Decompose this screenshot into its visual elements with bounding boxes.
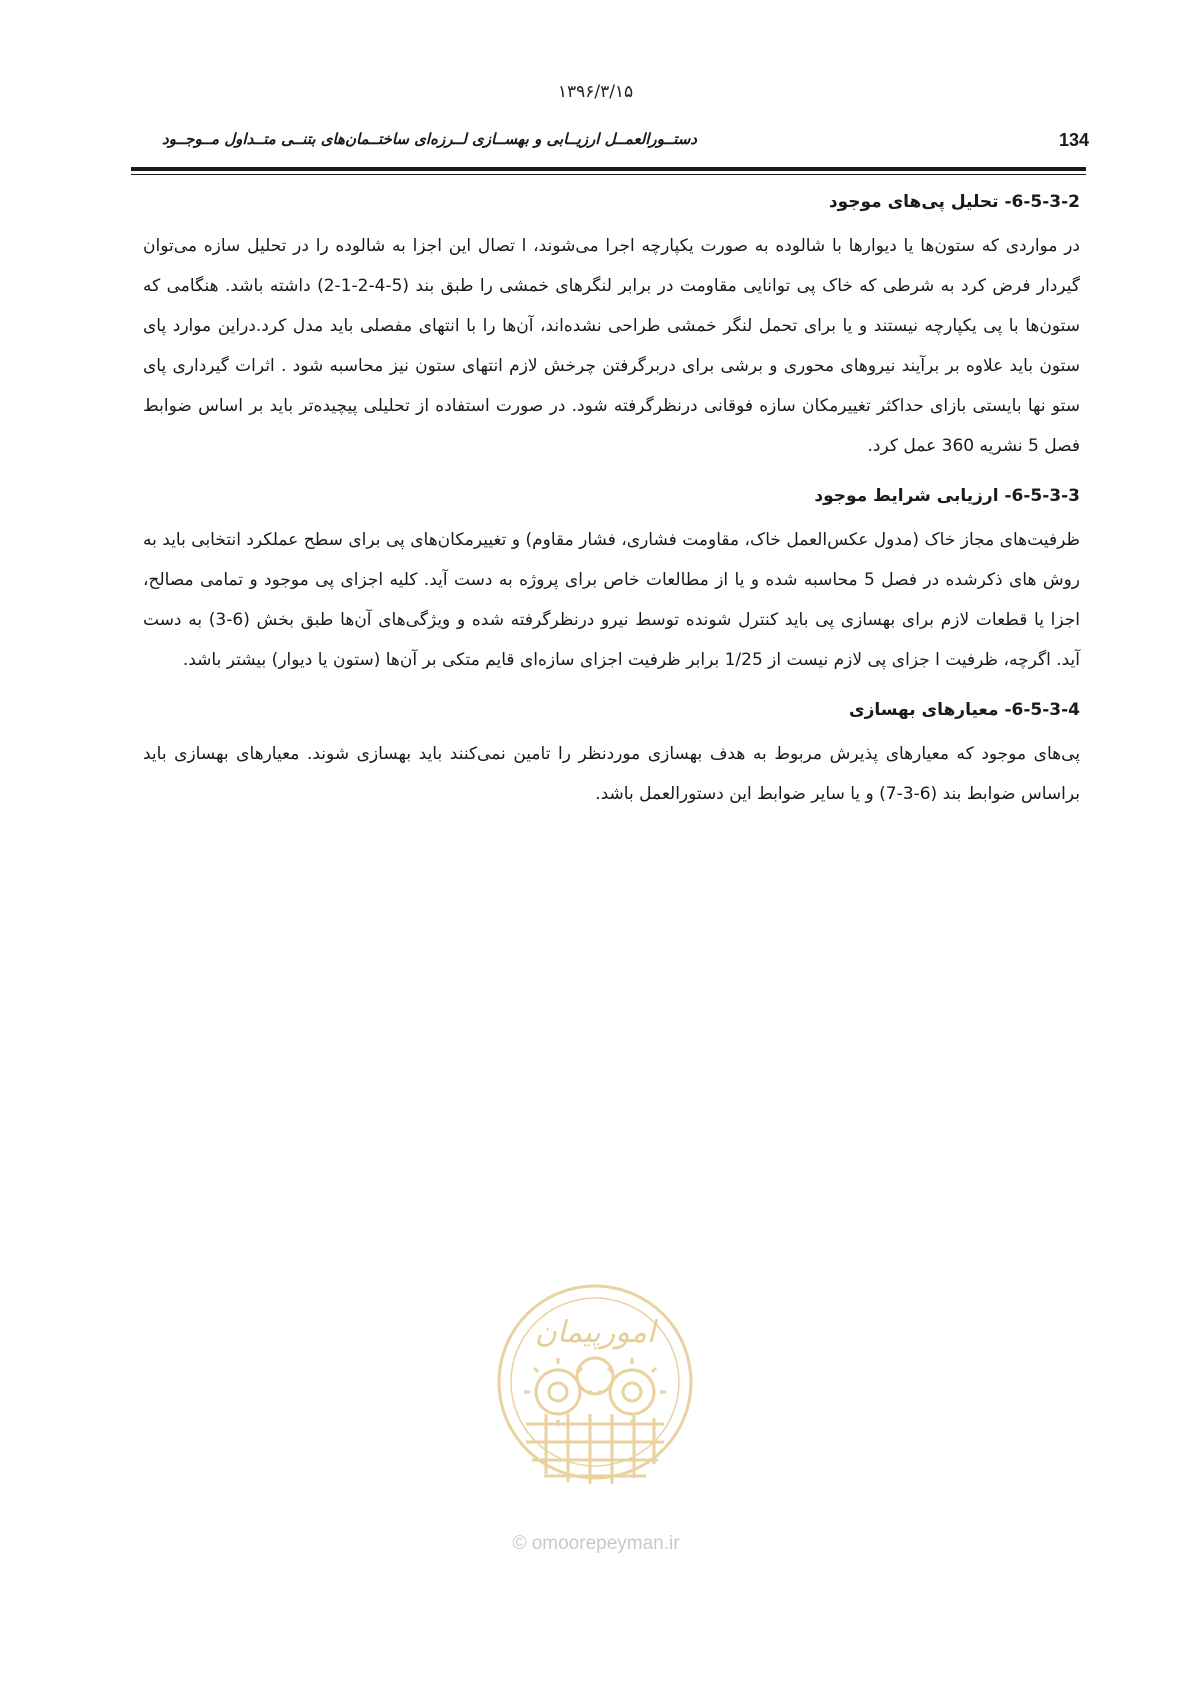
section-foundation-analysis: [143, 186, 1080, 466]
page-header: [131, 128, 1090, 164]
watermark-url-text: omoorepeyman.ir: [531, 1533, 680, 1554]
section-retrofit-criteria: [143, 694, 1080, 814]
section-heading: 6-5-3-2- تحلیل پی‌های موجود: [828, 192, 1080, 212]
section-existing-conditions: [143, 480, 1080, 680]
watermark-logo: [486, 1264, 704, 1524]
page-date: ۱۳۹۶/۳/۱۵: [557, 82, 634, 102]
section-heading: 6-5-3-3- ارزیابی شرایط موجود: [814, 486, 1080, 506]
document-body: [143, 186, 1080, 828]
running-title: دستــورالعمــل ارزیــابی و بهســازی لــرزه‌ای ساختــمان‌های بتنــی متــداول مــوجــود: [161, 130, 697, 148]
copyright-icon: ©: [512, 1533, 527, 1554]
header-rule-thick: [131, 167, 1086, 171]
section-paragraph: پی‌های موجود که معیارهای پذیرش مربوط به هدف بهسازی موردنظر را تامین نمی‌کنند باید بهسازی شوند. معیارهای بهسازی باید براساس ضوابط بند (6-3-7) و یا سایر ضوابط این دستورالعمل باشد.: [143, 744, 1080, 804]
watermark-seal-icon: [486, 1264, 704, 1524]
section-paragraph: ظرفیت‌های مجاز خاک (مدول عکس‌العمل خاک، مقاومت فشاری، فشار مقاوم) و تغییرمکان‌های پی برای سطح عملکرد انتخابی باید به روش های ذکرشده در فصل 5 محاسبه شده و یا از مطالعات خاص برای پروژه به دست آید. کلیه اجزای پی موجود و تمامی مصالح، اجزا یا قطعات لازم برای بهسازی پی باید کنترل شونده توسط نیرو درنظرگرفته شده و ویژگی‌های آن‌ها طبق بخش (6-3) به دست آید. اگرچه، ظرفیت ا جزای پی لازم نیست از 1/25 برابر ظرفیت اجزای سازه‌ای قایم متکی بر آن‌ها (ستون یا دیوار) بیشتر باشد.: [143, 530, 1080, 670]
watermark-logo-text: امورپیمان: [534, 1315, 656, 1350]
header-rule-thin: [131, 174, 1086, 175]
section-heading: 6-5-3-4- معیارهای بهسازی: [848, 700, 1080, 720]
page-number: 134: [1059, 130, 1090, 150]
section-paragraph: در مواردی که ستون‌ها یا دیوارها با شالوده به صورت یکپارچه اجرا می‌شوند، ا تصال این اجزا به شالوده را در تحلیل سازه می‌توان گیردار فرض کرد به شرطی که خاک پی توانایی مقاومت در برابر لنگرهای خمشی را طبق بند (5-4-2-1-2) داشته باشد. هنگامی که ستون‌ها با پی یکپارچه نیستند و یا برای تحمل لنگر خمشی طراحی نشده‌اند، آن‌ها را با انتهای مفصلی باید مدل کرد.دراین موارد پای ستون باید علاوه بر برآیند نیروهای محوری و برشی برای دربرگرفتن چرخش لازم انتهای ستون نیز محاسبه شود . اثرات گیرداری پای ستو نها بایستی بازای حداکثر تغییرمکان سازه فوقانی درنظرگرفته شود. در صورت استفاده از تحلیلی پیچیده‌تر باید بر اساس ضوابط فصل 5 نشریه 360 عمل کرد.: [143, 236, 1080, 456]
watermark-url: [474, 1533, 718, 1555]
